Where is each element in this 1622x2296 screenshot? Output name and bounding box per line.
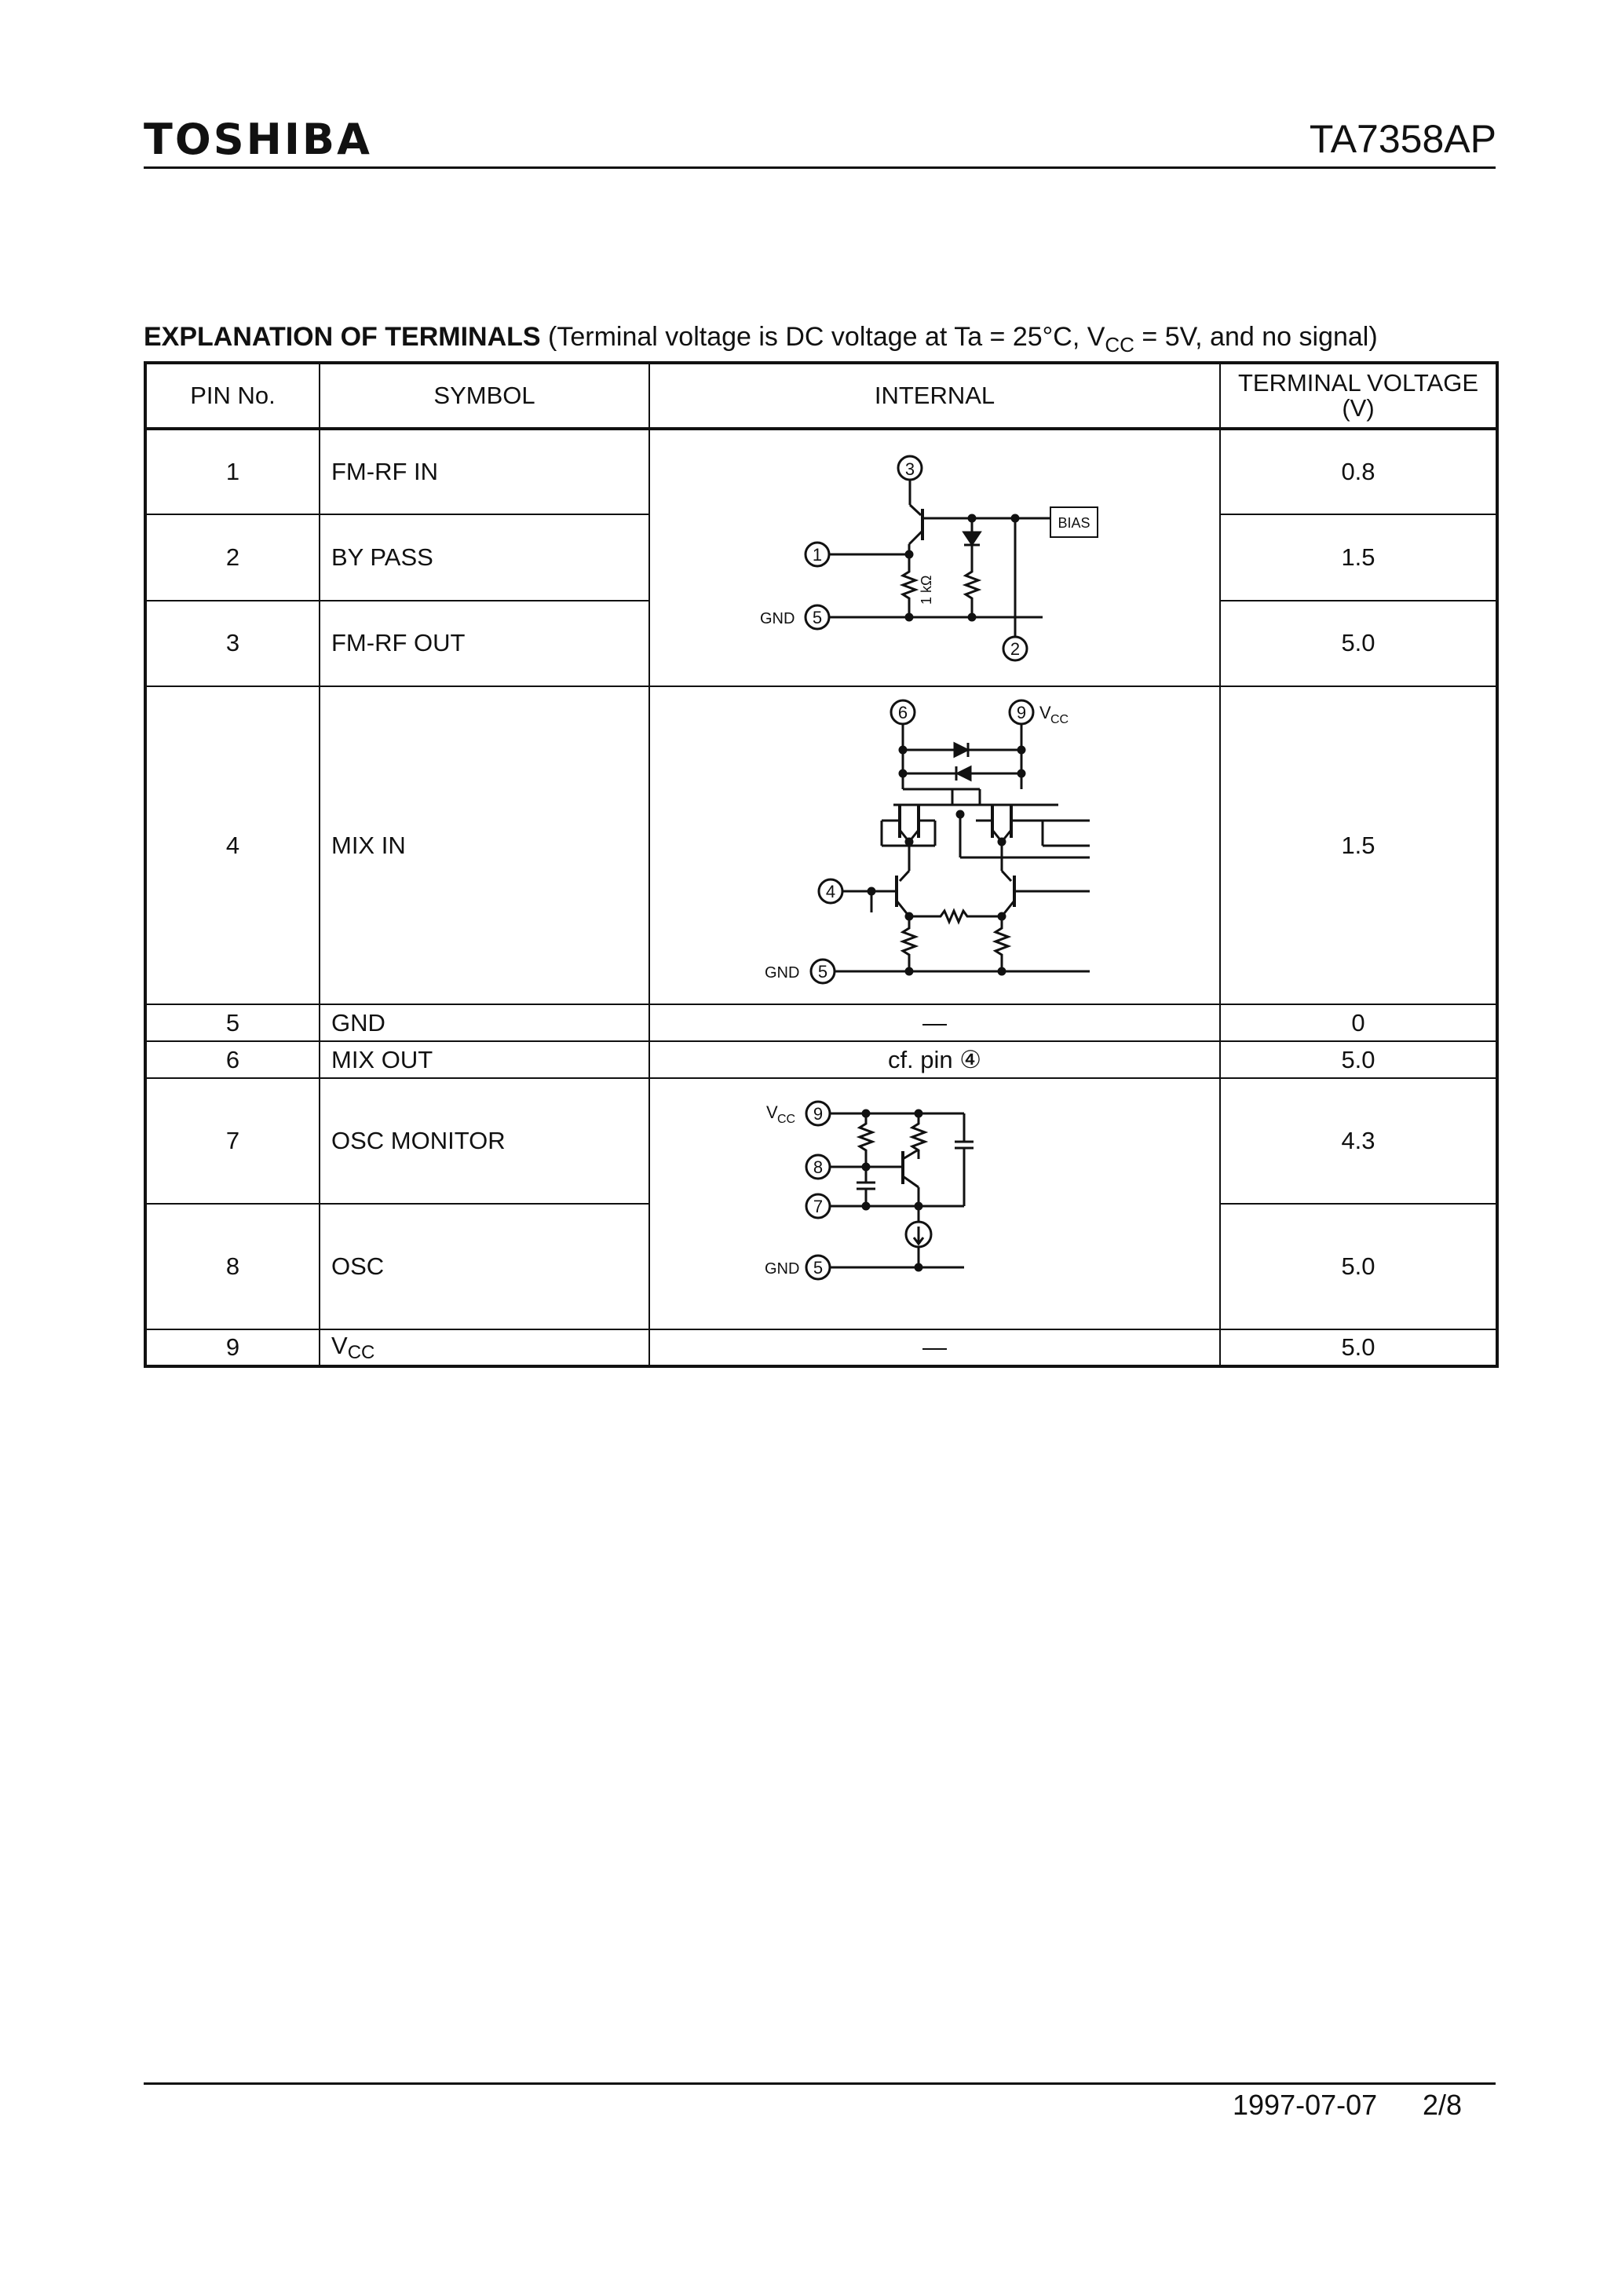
part-number: TA7358AP — [1309, 117, 1496, 161]
header-voltage-line1: TERMINAL VOLTAGE — [1237, 369, 1479, 397]
section-title-pre: (Terminal voltage is DC voltage at Ta = 25°C, V — [548, 322, 1105, 352]
pin9-label: 9 — [813, 1103, 824, 1124]
header-pin: PIN No. — [145, 363, 320, 429]
bias-label: BIAS — [1058, 515, 1090, 531]
resistor-label: 1 kΩ — [919, 575, 934, 605]
pin-internal: — — [649, 1329, 1220, 1366]
resistor — [860, 1113, 872, 1167]
pin1-label: 1 — [812, 545, 823, 565]
brand-logo: TOSHIBA — [144, 115, 372, 164]
table-row — [145, 1004, 1497, 1041]
header-voltage-line2: (V) — [1342, 394, 1375, 422]
pin-voltage: 4.3 — [1220, 1078, 1497, 1204]
pin-voltage: 1.5 — [1220, 514, 1497, 600]
pin-number: 5 — [145, 1004, 320, 1041]
section-title-bold: EXPLANATION OF TERMINALS — [144, 322, 541, 352]
vcc-label: V — [766, 1102, 778, 1122]
pin-symbol: OSC MONITOR — [320, 1078, 649, 1204]
footer-date: 1997-07-07 — [1233, 2089, 1378, 2121]
diode — [958, 767, 970, 780]
table-row — [145, 686, 1497, 1004]
gnd-label: GND — [765, 1260, 800, 1278]
resistor — [909, 911, 1002, 922]
pin-number: 8 — [145, 1204, 320, 1329]
table-header-row — [145, 363, 1497, 429]
vcc-symbol-main: V — [331, 1331, 348, 1359]
section-title — [144, 322, 1378, 357]
pin-symbol: MIX OUT — [320, 1041, 649, 1078]
header-symbol: SYMBOL — [320, 363, 649, 429]
pin8-label: 8 — [813, 1157, 824, 1177]
section-title-post: = 5V, and no signal) — [1134, 322, 1378, 352]
rf-circuit-diagram — [650, 430, 1219, 686]
pin-number: 4 — [145, 686, 320, 1004]
pin-number: 6 — [145, 1041, 320, 1078]
pin2-label: 2 — [1010, 639, 1021, 659]
pin-voltage: 0.8 — [1220, 429, 1497, 514]
section-title-sub: CC — [1105, 333, 1134, 356]
pin-number: 7 — [145, 1078, 320, 1204]
pin-voltage: 1.5 — [1220, 686, 1497, 1004]
pin-voltage: 5.0 — [1220, 1204, 1497, 1329]
diode — [955, 744, 967, 756]
header-rule — [144, 166, 1496, 169]
vcc-symbol-sub: CC — [347, 1341, 375, 1363]
osc-internal-cell — [649, 1078, 1220, 1329]
pin9-label: 9 — [1016, 702, 1027, 722]
pin-voltage: 5.0 — [1220, 601, 1497, 686]
pin7-label: 7 — [813, 1196, 824, 1216]
table-row — [145, 429, 1497, 514]
pin5-label: 5 — [817, 961, 828, 982]
terminals-table — [144, 361, 1499, 1368]
pin5-label: 5 — [813, 1257, 824, 1278]
resistor-1k — [903, 554, 915, 617]
pin4-label: 4 — [825, 881, 836, 901]
vcc-sub-label: CC — [777, 1112, 796, 1126]
resistor — [995, 916, 1008, 971]
pin6-label: 6 — [897, 702, 908, 722]
pin-symbol — [320, 1329, 649, 1366]
header-voltage — [1220, 363, 1497, 429]
pin-number: 3 — [145, 601, 320, 686]
pin3-label: 3 — [904, 459, 915, 479]
mix-circuit-diagram — [650, 689, 1219, 1003]
table-row — [145, 1329, 1497, 1366]
pin-symbol: BY PASS — [320, 514, 649, 600]
pin-number: 9 — [145, 1329, 320, 1366]
pin-voltage: 0 — [1220, 1004, 1497, 1041]
pin-symbol: FM-RF OUT — [320, 601, 649, 686]
pin-number: 1 — [145, 429, 320, 514]
pin-symbol: OSC — [320, 1204, 649, 1329]
osc-circuit-diagram — [650, 1080, 1219, 1328]
pin-symbol: FM-RF IN — [320, 429, 649, 514]
gnd-label: GND — [760, 610, 795, 627]
resistor — [966, 560, 978, 617]
gnd-label: GND — [765, 963, 800, 982]
pin-symbol: GND — [320, 1004, 649, 1041]
resistor — [903, 916, 915, 971]
vcc-label: V — [1039, 702, 1051, 722]
pin-voltage: 5.0 — [1220, 1329, 1497, 1366]
header-internal: INTERNAL — [649, 363, 1220, 429]
table-row — [145, 1078, 1497, 1204]
pin-number: 2 — [145, 514, 320, 600]
footer-rule — [144, 2082, 1496, 2085]
pin-voltage: 5.0 — [1220, 1041, 1497, 1078]
pin-internal: cf. pin ④ — [649, 1041, 1220, 1078]
rf-internal-cell — [649, 429, 1220, 686]
pin-internal: — — [649, 1004, 1220, 1041]
pin-symbol: MIX IN — [320, 686, 649, 1004]
pin5-label: 5 — [812, 608, 823, 627]
mix-internal-cell — [649, 686, 1220, 1004]
diode — [964, 532, 980, 544]
vcc-sub-label: CC — [1050, 712, 1069, 726]
footer-page-number: 2/8 — [1423, 2089, 1463, 2121]
table-row — [145, 1041, 1497, 1078]
